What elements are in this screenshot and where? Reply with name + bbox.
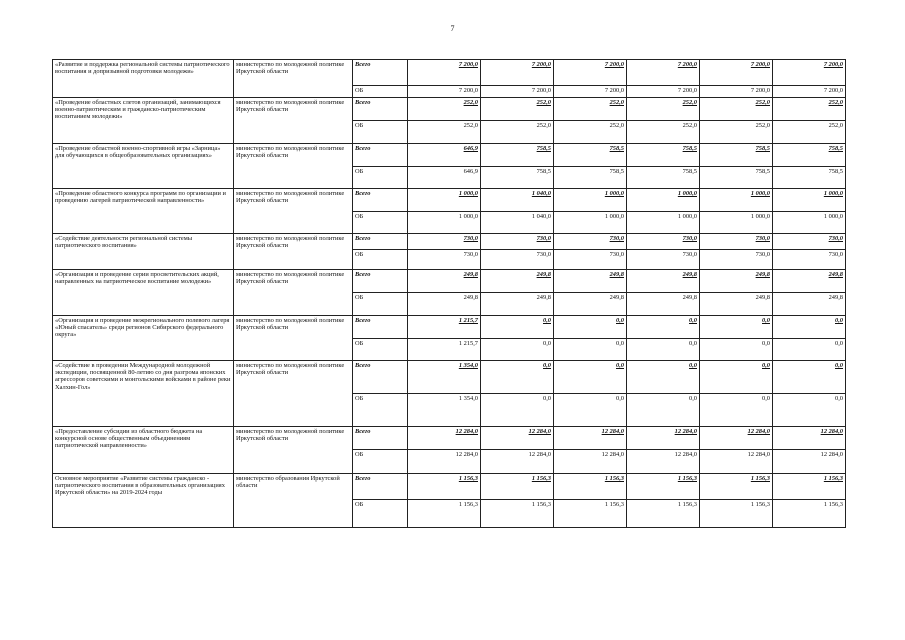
ob-value: 249,8 [700, 293, 773, 316]
activity-name: «Предоставление субсидии из областного бюджета на конкурсной основе общественным объединениям патриотической направленности» [53, 427, 234, 474]
funding-source-ob: ОБ [353, 339, 408, 361]
activity-name: «Проведение областной военно-спортивной игры «Зарница» для обучающихся в общеобразовательных организациях» [53, 144, 234, 189]
funding-source-ob: ОБ [353, 167, 408, 189]
ob-value: 0,0 [554, 394, 627, 427]
total-value: 1 000,0 [773, 189, 846, 212]
total-value: 1 000,0 [627, 189, 700, 212]
total-value: 252,0 [408, 98, 481, 121]
ob-value: 252,0 [408, 121, 481, 144]
total-value: 252,0 [627, 98, 700, 121]
executor-name: министерство образования Иркутской области [234, 474, 353, 528]
total-value: 0,0 [481, 316, 554, 339]
activity-name: «Проведение областных слетов организаций, занимающихся военно-патриотическим и гражданско-патриотическим воспитанием молодежи» [53, 98, 234, 144]
ob-value: 252,0 [481, 121, 554, 144]
total-value: 252,0 [773, 98, 846, 121]
total-value: 7 200,0 [627, 60, 700, 86]
total-value: 7 200,0 [554, 60, 627, 86]
funding-source-total: Всего [353, 234, 408, 250]
ob-value: 7 200,0 [481, 86, 554, 98]
ob-value: 249,8 [408, 293, 481, 316]
table-row [53, 316, 846, 339]
total-value: 252,0 [481, 98, 554, 121]
ob-value: 7 200,0 [627, 86, 700, 98]
budget-table [52, 59, 846, 528]
ob-value: 1 156,3 [700, 500, 773, 528]
ob-value: 758,5 [700, 167, 773, 189]
ob-value: 0,0 [627, 394, 700, 427]
total-value: 12 284,0 [627, 427, 700, 450]
funding-source-ob: ОБ [353, 293, 408, 316]
ob-value: 7 200,0 [773, 86, 846, 98]
table-row [53, 98, 846, 121]
executor-name: министерство по молодежной политике Иркутской области [234, 316, 353, 361]
ob-value: 12 284,0 [554, 450, 627, 474]
ob-value: 0,0 [773, 339, 846, 361]
total-value: 758,5 [481, 144, 554, 167]
funding-source-total: Всего [353, 98, 408, 121]
ob-value: 730,0 [554, 250, 627, 270]
funding-source-ob: ОБ [353, 500, 408, 528]
ob-value: 249,8 [481, 293, 554, 316]
total-value: 0,0 [554, 361, 627, 394]
total-value: 249,8 [408, 270, 481, 293]
ob-value: 7 200,0 [408, 86, 481, 98]
total-value: 252,0 [554, 98, 627, 121]
ob-value: 1 040,0 [481, 212, 554, 234]
executor-name: министерство по молодежной политике Иркутской области [234, 60, 353, 98]
ob-value: 758,5 [481, 167, 554, 189]
table-row [53, 144, 846, 167]
total-value: 0,0 [773, 316, 846, 339]
total-value: 1 215,7 [408, 316, 481, 339]
total-value: 7 200,0 [408, 60, 481, 86]
total-value: 1 156,3 [773, 474, 846, 500]
ob-value: 730,0 [700, 250, 773, 270]
total-value: 758,5 [700, 144, 773, 167]
ob-value: 0,0 [700, 394, 773, 427]
page-number: 7 [450, 24, 455, 33]
ob-value: 646,9 [408, 167, 481, 189]
total-value: 1 040,0 [481, 189, 554, 212]
executor-name: министерство по молодежной политике Иркутской области [234, 98, 353, 144]
ob-value: 249,8 [554, 293, 627, 316]
total-value: 12 284,0 [554, 427, 627, 450]
total-value: 758,5 [554, 144, 627, 167]
total-value: 12 284,0 [700, 427, 773, 450]
ob-value: 1 354,0 [408, 394, 481, 427]
total-value: 730,0 [481, 234, 554, 250]
ob-value: 1 156,3 [627, 500, 700, 528]
total-value: 730,0 [627, 234, 700, 250]
activity-name: «Проведение областного конкурса программ по организации и проведению лагерей патриотической направленности» [53, 189, 234, 234]
ob-value: 12 284,0 [773, 450, 846, 474]
executor-name: министерство по молодежной политике Иркутской области [234, 270, 353, 316]
total-value: 730,0 [773, 234, 846, 250]
ob-value: 1 215,7 [408, 339, 481, 361]
table-row [53, 270, 846, 293]
ob-value: 252,0 [554, 121, 627, 144]
ob-value: 1 000,0 [554, 212, 627, 234]
table-row [53, 234, 846, 250]
ob-value: 758,5 [627, 167, 700, 189]
ob-value: 249,8 [773, 293, 846, 316]
funding-source-ob: ОБ [353, 121, 408, 144]
total-value: 730,0 [408, 234, 481, 250]
total-value: 0,0 [700, 361, 773, 394]
ob-value: 12 284,0 [700, 450, 773, 474]
total-value: 12 284,0 [408, 427, 481, 450]
funding-source-total: Всего [353, 316, 408, 339]
ob-value: 0,0 [700, 339, 773, 361]
activity-name: Основное мероприятие «Развитие системы гражданско - патриотического воспитания в образовательных организациях Иркутской области» на 2019-2024 годы [53, 474, 234, 528]
funding-source-total: Всего [353, 270, 408, 293]
total-value: 730,0 [554, 234, 627, 250]
ob-value: 0,0 [481, 394, 554, 427]
total-value: 0,0 [627, 316, 700, 339]
total-value: 12 284,0 [481, 427, 554, 450]
ob-value: 730,0 [773, 250, 846, 270]
total-value: 249,8 [481, 270, 554, 293]
ob-value: 7 200,0 [554, 86, 627, 98]
ob-value: 730,0 [408, 250, 481, 270]
ob-value: 0,0 [554, 339, 627, 361]
total-value: 646,9 [408, 144, 481, 167]
funding-source-ob: ОБ [353, 86, 408, 98]
funding-source-total: Всего [353, 144, 408, 167]
total-value: 1 000,0 [700, 189, 773, 212]
total-value: 252,0 [700, 98, 773, 121]
total-value: 1 000,0 [554, 189, 627, 212]
ob-value: 12 284,0 [627, 450, 700, 474]
ob-value: 249,8 [627, 293, 700, 316]
ob-value: 7 200,0 [700, 86, 773, 98]
budget-table-body [53, 60, 846, 528]
funding-source-ob: ОБ [353, 394, 408, 427]
total-value: 0,0 [627, 361, 700, 394]
ob-value: 0,0 [773, 394, 846, 427]
total-value: 7 200,0 [700, 60, 773, 86]
total-value: 12 284,0 [773, 427, 846, 450]
total-value: 1 156,3 [481, 474, 554, 500]
funding-source-total: Всего [353, 60, 408, 86]
funding-source-ob: ОБ [353, 212, 408, 234]
executor-name: министерство по молодежной политике Иркутской области [234, 427, 353, 474]
ob-value: 1 000,0 [408, 212, 481, 234]
funding-source-total: Всего [353, 427, 408, 450]
total-value: 249,8 [554, 270, 627, 293]
funding-source-ob: ОБ [353, 450, 408, 474]
table-row [53, 474, 846, 500]
ob-value: 758,5 [773, 167, 846, 189]
funding-source-total: Всего [353, 361, 408, 394]
executor-name: министерство по молодежной политике Иркутской области [234, 234, 353, 270]
table-row [53, 60, 846, 86]
funding-source-total: Всего [353, 189, 408, 212]
executor-name: министерство по молодежной политике Иркутской области [234, 189, 353, 234]
total-value: 1 156,3 [408, 474, 481, 500]
activity-name: «Содействие в проведении Международной молодежной экспедиции, посвященной 80-летию со дня разгрома японских агрессоров советскими и монгольскими войсками в районе реки Халхин-Гол» [53, 361, 234, 427]
ob-value: 730,0 [481, 250, 554, 270]
funding-source-total: Всего [353, 474, 408, 500]
activity-name: «Развитие и поддержка региональной системы патриотического воспитания и допризывной подготовки молодежи» [53, 60, 234, 98]
total-value: 7 200,0 [481, 60, 554, 86]
ob-value: 252,0 [773, 121, 846, 144]
table-row [53, 361, 846, 394]
executor-name: министерство по молодежной политике Иркутской области [234, 144, 353, 189]
total-value: 0,0 [481, 361, 554, 394]
ob-value: 1 000,0 [700, 212, 773, 234]
total-value: 1 000,0 [408, 189, 481, 212]
ob-value: 252,0 [627, 121, 700, 144]
ob-value: 252,0 [700, 121, 773, 144]
total-value: 1 156,3 [554, 474, 627, 500]
total-value: 0,0 [554, 316, 627, 339]
total-value: 758,5 [627, 144, 700, 167]
total-value: 1 156,3 [700, 474, 773, 500]
table-row [53, 189, 846, 212]
ob-value: 1 000,0 [627, 212, 700, 234]
total-value: 0,0 [700, 316, 773, 339]
ob-value: 0,0 [481, 339, 554, 361]
ob-value: 1 156,3 [773, 500, 846, 528]
total-value: 1 354,0 [408, 361, 481, 394]
ob-value: 0,0 [627, 339, 700, 361]
ob-value: 12 284,0 [481, 450, 554, 474]
total-value: 249,8 [773, 270, 846, 293]
total-value: 730,0 [700, 234, 773, 250]
ob-value: 1 156,3 [481, 500, 554, 528]
total-value: 249,8 [700, 270, 773, 293]
total-value: 758,5 [773, 144, 846, 167]
total-value: 249,8 [627, 270, 700, 293]
ob-value: 758,5 [554, 167, 627, 189]
total-value: 1 156,3 [627, 474, 700, 500]
ob-value: 730,0 [627, 250, 700, 270]
activity-name: «Организация и проведение серии просветительских акций, направленных на патриотическое воспитание молодежи» [53, 270, 234, 316]
ob-value: 1 000,0 [773, 212, 846, 234]
table-row [53, 427, 846, 450]
total-value: 7 200,0 [773, 60, 846, 86]
ob-value: 1 156,3 [554, 500, 627, 528]
activity-name: «Организация и проведение межрегионального полевого лагеря «Юный спасатель» среди регионов Сибирского федерального округа» [53, 316, 234, 361]
executor-name: министерство по молодежной политике Иркутской области [234, 361, 353, 427]
total-value: 0,0 [773, 361, 846, 394]
activity-name: «Содействие деятельности региональной системы патриотического воспитания» [53, 234, 234, 270]
ob-value: 1 156,3 [408, 500, 481, 528]
funding-source-ob: ОБ [353, 250, 408, 270]
ob-value: 12 284,0 [408, 450, 481, 474]
